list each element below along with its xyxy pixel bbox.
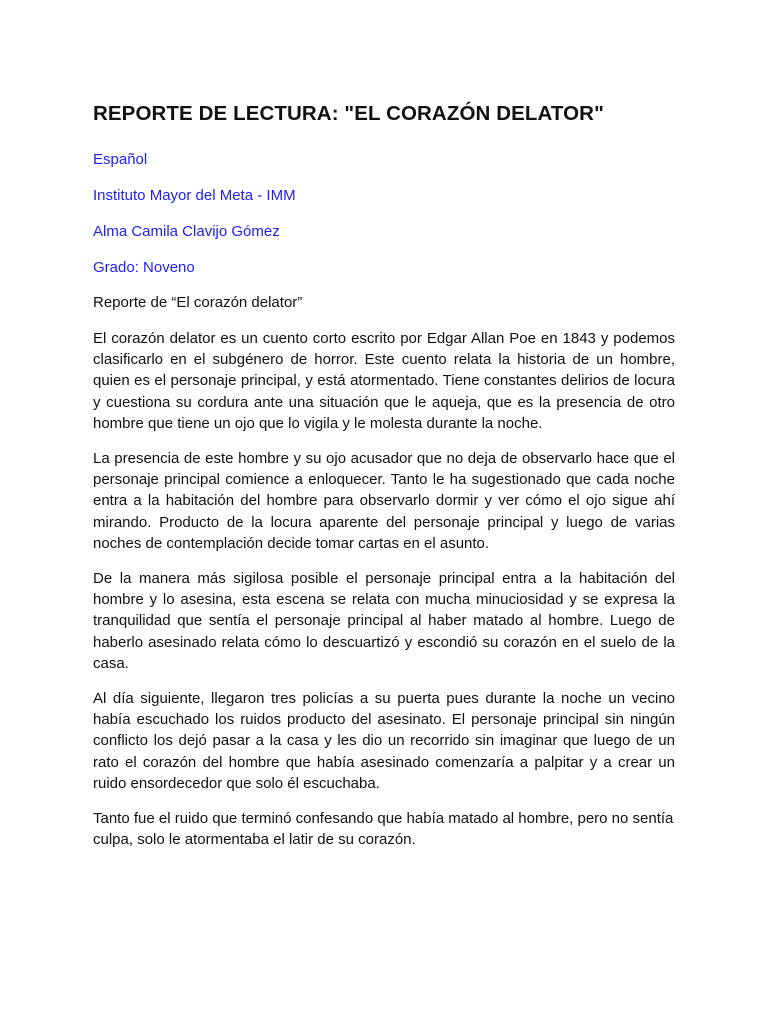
paragraph: El corazón delator es un cuento corto escrito por Edgar Allan Poe en 1843 y podemos clasificarlo en el subgénero de horror. Este cuento relata la historia de un hombre, quien es el personaje principal, y está atormentado. Tiene constantes delirios de locura y cuestiona su cordura ante una situación que le aqueja, que es la presencia de otro hombre que tiene un ojo que lo vigila y le molesta durante la noche. [93,330,675,432]
grade-line: Grado: Noveno [93,259,195,276]
paragraph: De la manera más sigilosa posible el personaje principal entra a la habitación del hombre y lo asesina, esta escena se relata con mucha minuciosidad y se expresa la tranquilidad que sentía el personaje principal al haber matado al hombre. Luego de haberlo asesinado relata cómo lo descuartizó y escondió su corazón en el suelo de la casa. [93,570,675,672]
document-title: REPORTE DE LECTURA: "EL CORAZÓN DELATOR" [93,102,604,125]
paragraph: La presencia de este hombre y su ojo acusador que no deja de observarlo hace que el personaje principal comience a enloquecer. Tanto le ha sugestionado que cada noche entra a la habitación del hombre para observarlo dormir y ver cómo el ojo sigue ahí mirando. Producto de la locura aparente del personaje principal y luego de varias noches de contemplación decide tomar cartas en el asunto. [93,450,675,552]
report-subtitle: Reporte de “El corazón delator” [93,294,303,311]
paragraph: Al día siguiente, llegaron tres policías a su puerta pues durante la noche un vecino había escuchado los ruidos producto del asesinato. El personaje principal sin ningún conflicto los dejó pasar a la casa y les dio un recorrido sin imaginar que luego de un rato el corazón del hombre que había asesinado comenzaría a palpitar y a crear un ruido ensordecedor que solo él escuchaba. [93,690,675,792]
paragraph: Tanto fue el ruido que terminó confesando que había matado al hombre, pero no sentía culpa, solo le atormentaba el latir de su corazón. [93,810,674,849]
author-line: Alma Camila Clavijo Gómez [93,223,280,240]
document-page [93,100,675,864]
school-line: Instituto Mayor del Meta - IMM [93,187,296,204]
subject-line: Español [93,151,148,168]
